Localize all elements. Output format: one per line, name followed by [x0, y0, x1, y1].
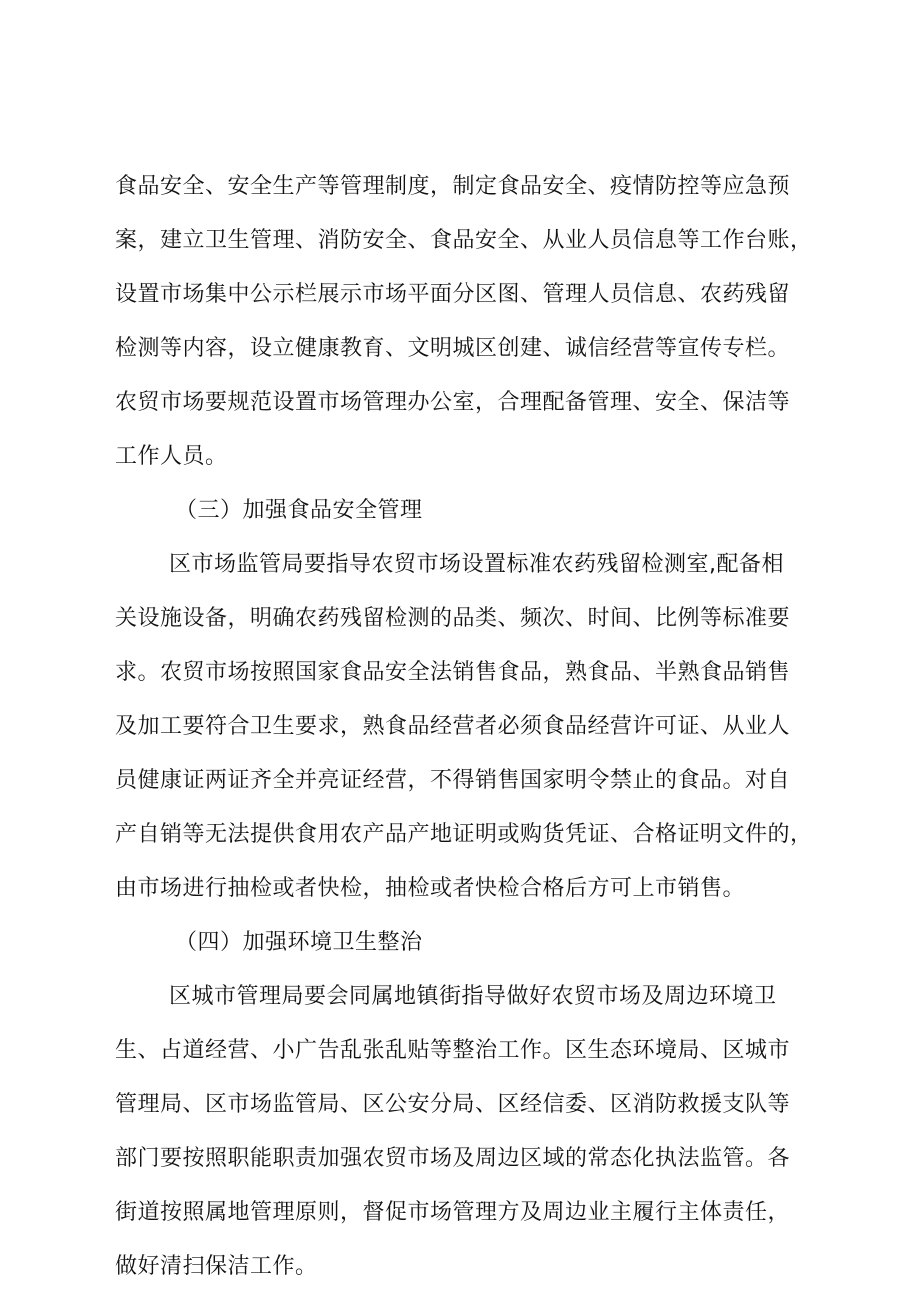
body-line: 农贸市场要规范设置市场管理办公室，合理配备管理、安全、保洁等 [115, 390, 791, 415]
body-line: 做好清扫保洁工作。 [115, 1254, 318, 1279]
body-line: 管理局、区市场监管局、区公安分局、区经信委、区消防救援支队等 [115, 1092, 791, 1117]
body-line: 区城市管理局要会同属地镇街指导做好农贸市场及周边环境卫 [169, 984, 777, 1009]
body-line: 员健康证两证齐全并亮证经营，不得销售国家明令禁止的食品。对自 [115, 768, 791, 793]
body-line: 检测等内容，设立健康教育、文明城区创建、诚信经营等宣传专栏。 [115, 336, 791, 361]
body-line: 关设施设备，明确农药残留检测的品类、频次、时间、比例等标准要 [115, 606, 791, 631]
body-line: 设置市场集中公示栏展示市场平面分区图、管理人员信息、农药残留 [115, 282, 791, 307]
body-line: 求。农贸市场按照国家食品安全法销售食品，熟食品、半熟食品销售 [115, 660, 791, 685]
body-line: 食品安全、安全生产等管理制度，制定食品安全、疫情防控等应急预 [115, 174, 791, 199]
body-line: 及加工要符合卫生要求，熟食品经营者必须食品经营许可证、从业人 [115, 714, 791, 739]
body-line: 部门要按照职能职责加强农贸市场及周边区域的常态化执法监管。各 [115, 1146, 791, 1171]
section-heading: （三）加强食品安全管理 [175, 498, 423, 523]
body-line: 工作人员。 [115, 444, 228, 469]
body-line: 街道按照属地管理原则，督促市场管理方及周边业主履行主体责任， [115, 1200, 791, 1225]
body-line: 产自销等无法提供食用农产品产地证明或购货凭证、合格证明文件的， [115, 822, 813, 847]
body-line: 案，建立卫生管理、消防安全、食品安全、从业人员信息等工作台账， [115, 228, 813, 253]
document-page [115, 160, 815, 1294]
body-line: 生、占道经营、小广告乱张乱贴等整治工作。区生态环境局、区城市 [115, 1038, 791, 1063]
body-line: 由市场进行抽检或者快检，抽检或者快检合格后方可上市销售。 [115, 876, 746, 901]
body-line: 区市场监管局要指导农贸市场设置标准农药残留检测室,配备相 [169, 552, 784, 577]
section-heading: （四）加强环境卫生整治 [175, 930, 423, 955]
